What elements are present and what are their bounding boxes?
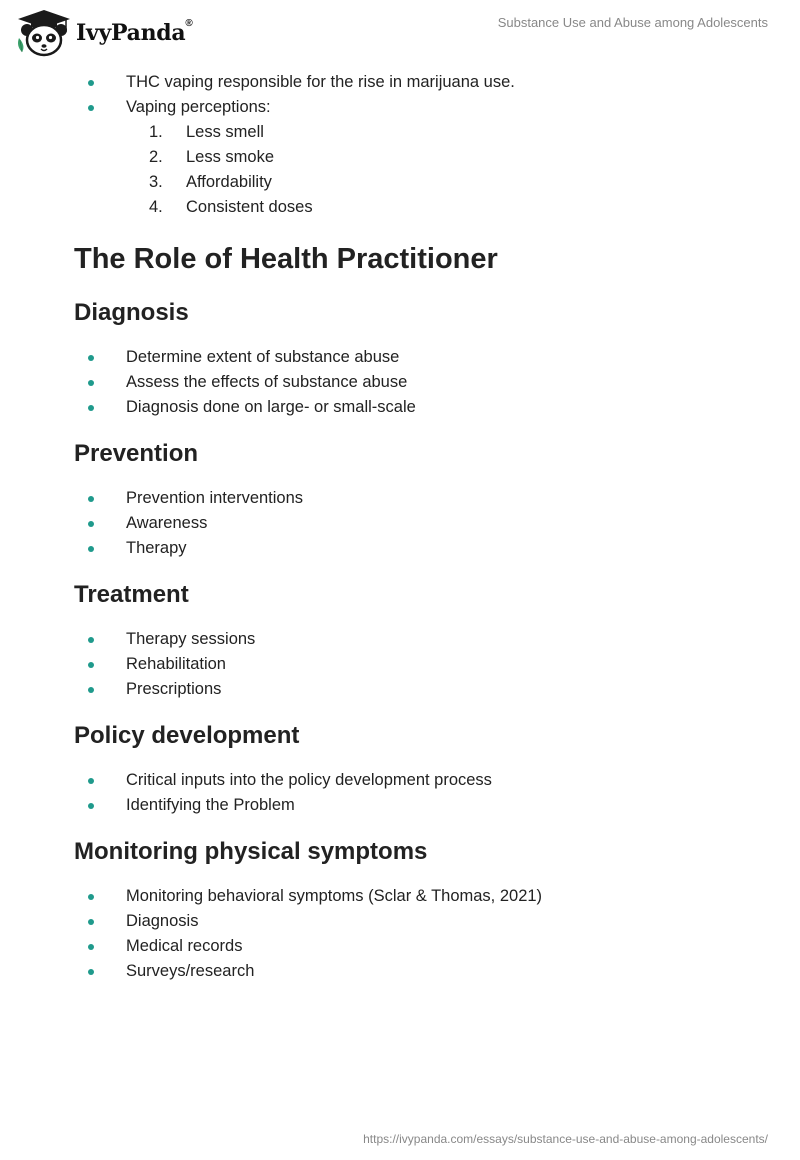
list-item: Medical records xyxy=(74,934,754,959)
list-item: THC vaping responsible for the rise in marijuana use. xyxy=(74,70,754,95)
bullet-dot-icon xyxy=(88,687,94,693)
diagnosis-list xyxy=(74,345,754,420)
section-heading-treatment: Treatment xyxy=(74,581,189,608)
bullet-dot-icon xyxy=(88,105,94,111)
bullet-dot-icon xyxy=(88,637,94,643)
registered-mark: ® xyxy=(185,18,193,29)
monitoring-list xyxy=(74,884,754,984)
panda-graduation-cap-icon xyxy=(14,8,74,58)
policy-development-list xyxy=(74,768,754,818)
list-item: Awareness xyxy=(74,511,754,536)
bullet-dot-icon xyxy=(88,778,94,784)
list-item: Prescriptions xyxy=(74,677,754,702)
brand-name: IvyPanda® xyxy=(76,18,193,46)
section-heading-policy-development: Policy development xyxy=(74,722,300,749)
list-item: Prevention interventions xyxy=(74,486,754,511)
bullet-dot-icon xyxy=(88,405,94,411)
section-heading-prevention: Prevention xyxy=(74,440,199,467)
bullet-dot-icon xyxy=(88,662,94,668)
treatment-list xyxy=(74,627,754,702)
list-item: 4. Consistent doses xyxy=(149,198,313,216)
brand-logo[interactable] xyxy=(14,8,192,58)
list-item: Monitoring behavioral symptoms (Sclar & Thomas, 2021) xyxy=(74,884,754,909)
bullet-dot-icon xyxy=(88,546,94,552)
section-heading-diagnosis: Diagnosis xyxy=(74,299,189,326)
list-item: Assess the effects of substance abuse xyxy=(74,370,754,395)
list-item: Therapy sessions xyxy=(74,627,754,652)
vaping-perceptions-list xyxy=(74,120,754,220)
prevention-list xyxy=(74,486,754,561)
list-item: 2. Less smoke xyxy=(149,148,275,166)
list-item: Diagnosis xyxy=(74,909,754,934)
bullet-dot-icon xyxy=(88,944,94,950)
bullet-dot-icon xyxy=(88,355,94,361)
list-item: Surveys/research xyxy=(74,959,754,984)
section-heading-monitoring-physical-symptoms: Monitoring physical symptoms xyxy=(74,838,428,865)
intro-bullet-list xyxy=(74,70,754,120)
document-title: Substance Use and Abuse among Adolescents xyxy=(497,15,768,30)
list-item: Determine extent of substance abuse xyxy=(74,345,754,370)
list-item: Therapy xyxy=(74,536,754,561)
main-heading: The Role of Health Practitioner xyxy=(74,243,498,275)
list-item: Vaping perceptions: xyxy=(74,95,754,120)
list-item: 3. Affordability xyxy=(149,173,272,191)
source-url[interactable]: https://ivypanda.com/essays/substance-use-and-abuse-among-adolescents/ xyxy=(363,1132,768,1146)
list-item: Critical inputs into the policy development process xyxy=(74,768,754,793)
bullet-dot-icon xyxy=(88,380,94,386)
document-body xyxy=(74,70,754,984)
bullet-dot-icon xyxy=(88,894,94,900)
bullet-dot-icon xyxy=(88,521,94,527)
list-item: Identifying the Problem xyxy=(74,793,754,818)
bullet-dot-icon xyxy=(88,803,94,809)
bullet-dot-icon xyxy=(88,80,94,86)
bullet-dot-icon xyxy=(88,969,94,975)
list-item: Diagnosis done on large- or small-scale xyxy=(74,395,754,420)
list-item: 1. Less smell xyxy=(149,123,264,141)
list-item: Rehabilitation xyxy=(74,652,754,677)
bullet-dot-icon xyxy=(88,919,94,925)
bullet-dot-icon xyxy=(88,496,94,502)
